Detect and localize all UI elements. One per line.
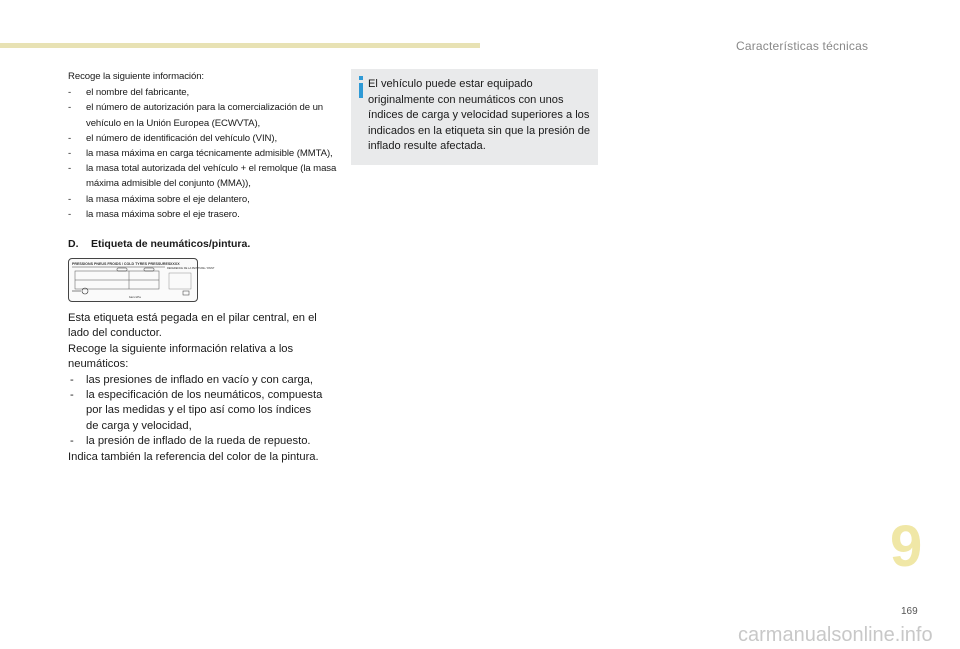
list-item: - la especificación de los neumáticos, compuesta por las medidas y el tipo así como los índices de carga y velocidad, — [68, 388, 326, 434]
list-item: - el nombre del fabricante, — [68, 85, 338, 100]
list-item: - la masa máxima en carga técnicamente admisible (MMTA), — [68, 146, 338, 161]
list-item: - la masa máxima sobre el eje trasero. — [68, 207, 338, 222]
label-header-text: PRESSIONS PNEUS FROIDS / COLD TYRES PRESSURES — [72, 262, 171, 266]
tyre-label-description — [68, 311, 326, 465]
page-number: 169 — [901, 606, 918, 617]
tyre-paint-label-illustration — [68, 258, 215, 302]
list-item: - las presiones de inflado en vacío y con carga, — [68, 373, 326, 388]
section-letter: D. — [68, 238, 79, 250]
info-note-box — [351, 69, 598, 165]
upper-info-list — [68, 69, 338, 222]
label-bottom-text: bars kPa — [129, 295, 141, 299]
section-heading — [68, 238, 250, 250]
info-icon — [359, 76, 363, 98]
section-title: Etiqueta de neumáticos/pintura. — [91, 238, 251, 250]
list-item: - el número de identificación del vehículo (VIN), — [68, 131, 338, 146]
chapter-number: 9 — [890, 514, 923, 579]
chapter-title: Características técnicas — [736, 39, 869, 53]
paragraph: Recoge la siguiente información relativa a los neumáticos: — [68, 342, 294, 371]
tyre-label-drawing — [69, 259, 215, 301]
list-item: - la masa total autorizada del vehículo + el remolque (la masa máxima admisible del conjunto (MMA)), — [68, 161, 338, 191]
paragraph: Indica también la referencia del color de la pintura. — [68, 450, 319, 463]
label-sub-text: REFERENCE DE LA PEINTURE / PAINT — [167, 267, 215, 270]
list-item: - la presión de inflado de la rueda de repuesto. — [68, 434, 326, 449]
list-item: - el número de autorización para la comercialización de un vehículo en la Unión Europea (ECWVTA), — [68, 100, 338, 130]
watermark: carmanualsonline.info — [738, 624, 933, 646]
label-code-text: XXXX — [170, 262, 180, 266]
header-accent-bar — [0, 43, 480, 48]
paragraph: Esta etiqueta está pegada en el pilar central, en el lado del conductor. — [68, 312, 317, 340]
list-item: - la masa máxima sobre el eje delantero, — [68, 192, 338, 207]
info-note-text: El vehículo puede estar equipado originalmente con neumáticos con unos índices de carga y velocidad superiores a los indicados en la etiqueta sin que la presión de inflado resulte afectada. — [368, 78, 591, 152]
upper-list-intro: Recoge la siguiente información: — [68, 71, 204, 82]
